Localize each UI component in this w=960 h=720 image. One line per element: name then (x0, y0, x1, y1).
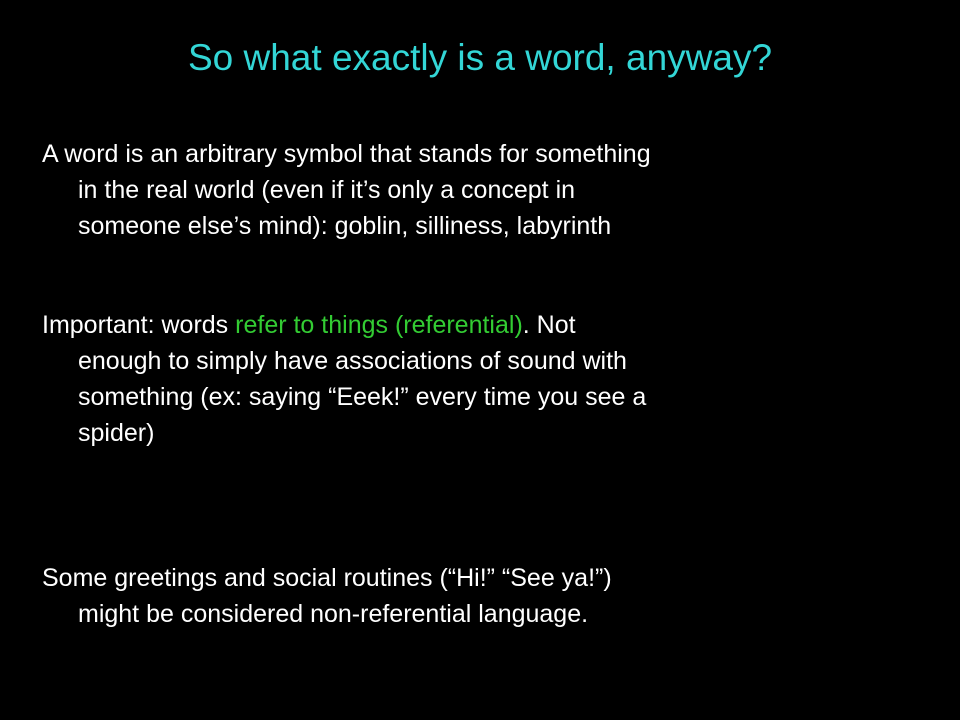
text-segment: . Not (522, 311, 576, 339)
text-line: in the real world (even if it’s only a concept in (78, 176, 576, 204)
text-line: something (ex: saying “Eeek!” every time you see a (78, 383, 647, 411)
paragraph-word-definition (42, 136, 862, 244)
text-line: might be considered non-referential language. (78, 600, 589, 628)
paragraph-greetings (42, 560, 862, 632)
text-line: spider) (78, 419, 155, 447)
text-line: someone else’s mind): goblin, silliness, labyrinth (78, 212, 612, 240)
text-line: enough to simply have associations of sound with (78, 347, 627, 375)
slide-title: So what exactly is a word, anyway? (187, 37, 773, 78)
text-line (42, 307, 862, 343)
text-line: A word is an arbitrary symbol that stands for something (42, 140, 651, 168)
text-segment: Important: words (42, 311, 236, 339)
highlighted-term: refer to things (referential) (235, 311, 523, 339)
paragraph-referential (42, 307, 862, 451)
text-line: Some greetings and social routines (“Hi!” “See ya!”) (42, 564, 612, 592)
